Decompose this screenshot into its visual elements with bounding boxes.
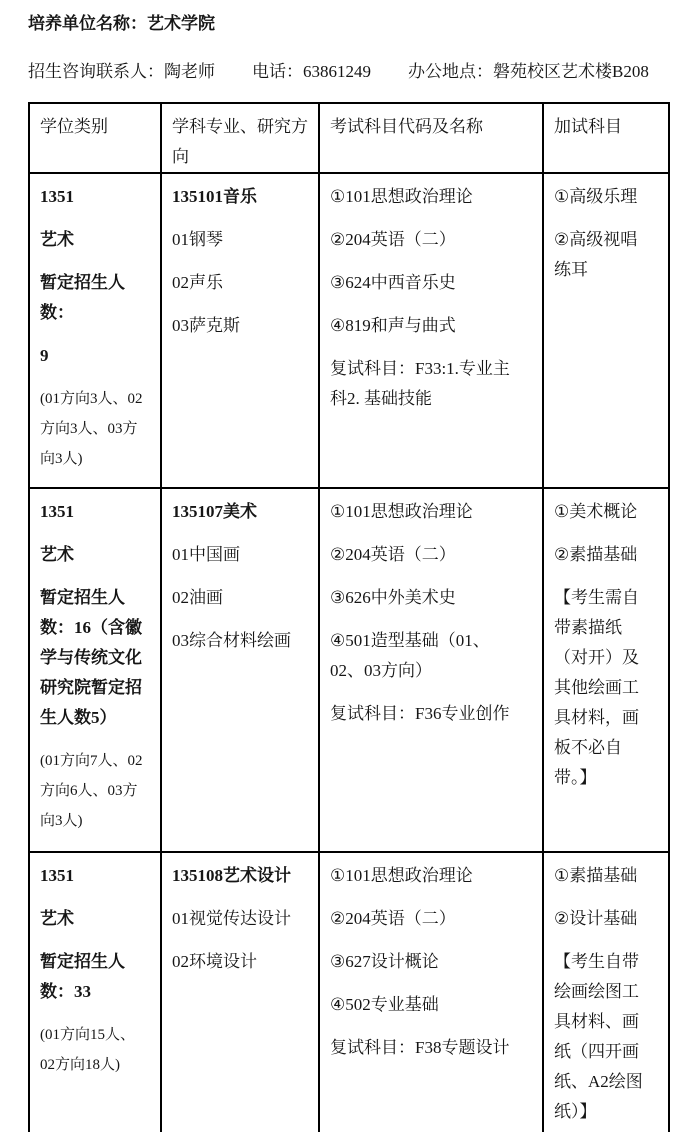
table-cell-r0-c1 — [161, 173, 319, 488]
phone-segment — [252, 62, 371, 81]
cell-paragraph: 135107美术 — [172, 502, 257, 521]
cell-paragraph: ③624中西音乐史 — [330, 273, 456, 292]
cell-paragraph: ③627设计概论 — [330, 952, 439, 971]
cell-paragraph: 135101音乐 — [172, 187, 257, 206]
cell-paragraph: 复试科目：F38专题设计 — [330, 1038, 510, 1057]
cell-paragraph: 暂定招生人数： — [40, 273, 125, 322]
table-cell-r1-c0 — [29, 488, 161, 852]
cell-paragraph: 【考生自带绘画绘图工具材料、画纸（四开画纸、A2绘图纸）】 — [554, 952, 643, 1121]
cell-paragraph: ①素描基础 — [554, 866, 638, 885]
cell-paragraph: 1351 — [40, 502, 74, 521]
cell-paragraph: 03萨克斯 — [172, 316, 240, 335]
cell-paragraph: ④502专业基础 — [330, 995, 439, 1014]
table-row-0 — [29, 173, 669, 488]
cell-paragraph: 复试科目：F36专业创作 — [330, 704, 510, 723]
cell-paragraph: ④501造型基础（01、02、03方向） — [330, 631, 490, 680]
cell-paragraph: ②204英语（二） — [330, 230, 456, 249]
cell-paragraph: 暂定招生人数：33 — [40, 952, 125, 1001]
table-cell-r2-c3 — [543, 852, 669, 1132]
cell-paragraph: 艺术 — [40, 909, 74, 928]
phone-value: 63861249 — [303, 62, 371, 81]
table-cell-r1-c1 — [161, 488, 319, 852]
phone-label: 电话： — [252, 62, 303, 81]
cell-paragraph: 01钢琴 — [172, 230, 223, 249]
cell-paragraph: ②素描基础 — [554, 545, 638, 564]
cell-paragraph: 01中国画 — [172, 545, 240, 564]
header-cell-2: 考试科目代码及名称 — [319, 103, 543, 173]
contact-segment — [28, 62, 215, 81]
table-row-2 — [29, 852, 669, 1132]
cell-paragraph: (01方向3人、02方向3人、03方向3人) — [40, 391, 143, 467]
cell-paragraph: 02环境设计 — [172, 952, 257, 971]
cell-paragraph: 01视觉传达设计 — [172, 909, 291, 928]
table-cell-r0-c3 — [543, 173, 669, 488]
unit-name-label: 培养单位名称： — [28, 14, 147, 33]
contact-value: 陶老师 — [164, 62, 215, 81]
table-header-row — [29, 103, 669, 173]
table-cell-r1-c2 — [319, 488, 543, 852]
cell-paragraph: 【考生需自带素描纸（对开）及其他绘画工具材料，画板不必自带。】 — [554, 588, 639, 787]
admissions-table — [28, 102, 670, 1132]
table-cell-r0-c2 — [319, 173, 543, 488]
table-cell-r1-c3 — [543, 488, 669, 852]
table-cell-r2-c1 — [161, 852, 319, 1132]
cell-paragraph: 暂定招生人数：16（含徽学与传统文化研究院暂定招生人数5） — [40, 588, 142, 727]
cell-paragraph: 1351 — [40, 187, 74, 206]
cell-paragraph: 1351 — [40, 866, 74, 885]
unit-name-value: 艺术学院 — [147, 14, 215, 33]
cell-paragraph: 02声乐 — [172, 273, 223, 292]
cell-paragraph: ③626中外美术史 — [330, 588, 456, 607]
cell-paragraph: ①美术概论 — [554, 502, 638, 521]
table-cell-r0-c0 — [29, 173, 161, 488]
contact-line — [28, 60, 668, 84]
cell-paragraph: ②设计基础 — [554, 909, 638, 928]
cell-paragraph: 135108艺术设计 — [172, 866, 291, 885]
table-row-1 — [29, 488, 669, 852]
cell-paragraph: ②204英语（二） — [330, 545, 456, 564]
contact-label: 招生咨询联系人： — [28, 62, 164, 81]
cell-paragraph: (01方向15人、02方向18人) — [40, 1027, 135, 1073]
cell-paragraph: 03综合材料绘画 — [172, 631, 291, 650]
cell-paragraph: (01方向7人、02方向6人、03方向3人) — [40, 753, 143, 829]
cell-paragraph: 艺术 — [40, 230, 74, 249]
cell-paragraph: 复试科目：F33:1.专业主科2. 基础技能 — [330, 359, 510, 408]
table-head — [29, 103, 669, 173]
header-cell-0: 学位类别 — [29, 103, 161, 173]
table-body — [29, 173, 669, 1132]
cell-paragraph: 9 — [40, 346, 49, 365]
cell-paragraph: ①101思想政治理论 — [330, 866, 473, 885]
office-value: 磐苑校区艺术楼B208 — [493, 62, 649, 81]
cell-paragraph: ④819和声与曲式 — [330, 316, 456, 335]
cell-paragraph: 02油画 — [172, 588, 223, 607]
header-cell-1: 学科专业、研究方向 — [161, 103, 319, 173]
cell-paragraph: 艺术 — [40, 545, 74, 564]
cell-paragraph: ①高级乐理 — [554, 187, 638, 206]
table-cell-r2-c0 — [29, 852, 161, 1132]
unit-name-line — [28, 0, 668, 36]
table-cell-r2-c2 — [319, 852, 543, 1132]
office-label: 办公地点： — [408, 62, 493, 81]
cell-paragraph: ②高级视唱练耳 — [554, 230, 638, 279]
header-cell-3: 加试科目 — [543, 103, 669, 173]
cell-paragraph: ①101思想政治理论 — [330, 187, 473, 206]
cell-paragraph: ①101思想政治理论 — [330, 502, 473, 521]
office-segment — [408, 62, 649, 81]
cell-paragraph: ②204英语（二） — [330, 909, 456, 928]
